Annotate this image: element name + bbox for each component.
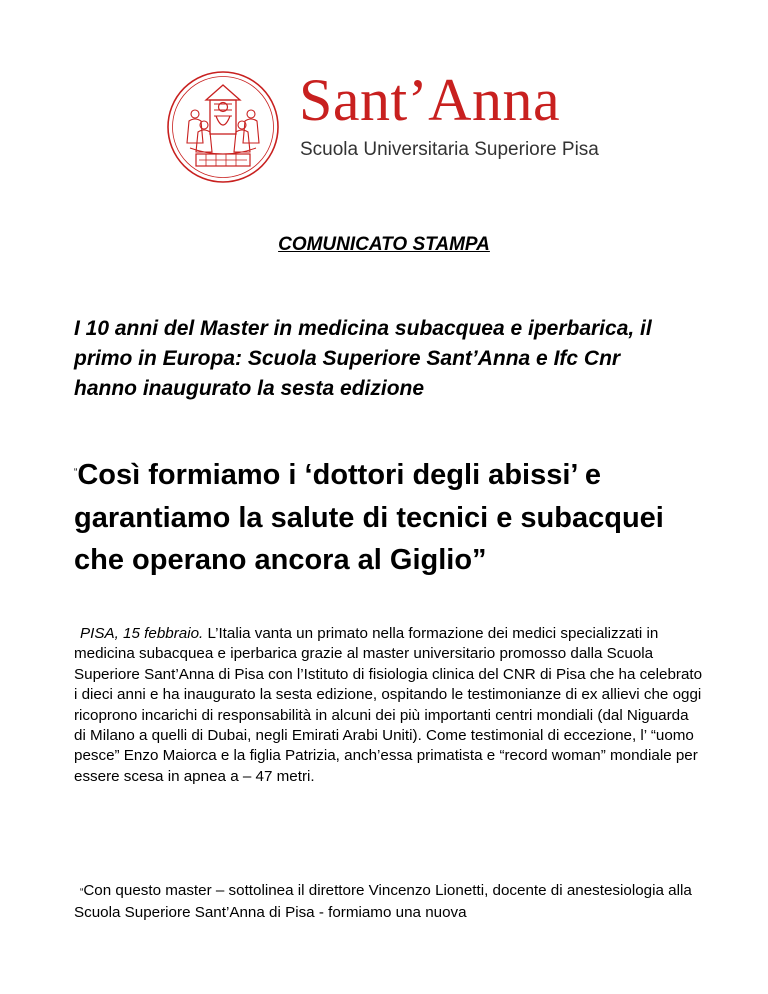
- body-paragraph-2: [74, 881, 704, 924]
- quote-open-mark: “: [74, 467, 78, 478]
- brand-subtitle: Scuola Universitaria Superiore Pisa: [300, 139, 599, 160]
- press-release-label: COMUNICATO STAMPA: [278, 234, 490, 255]
- paragraph-2-open-mark: “: [80, 887, 84, 898]
- body-paragraph-1: [74, 624, 704, 787]
- paragraph-1-text: L’Italia vanta un primato nella formazione dei medici specializzati in medicina subacquea e iperbarica grazie al master universitario promosso dalla Scuola Superiore Sant’Anna di Pisa con l’Istituto di fisiologia clinica del CNR di Pisa che ha celebrato i dieci anni e ha inaugurato la sesta edizione, ospitando le testimonianze di ex allievi che oggi ricoprono incarichi di responsabilità in alcuni dei più importanti centri mondiali (dal Niguarda di Milano a quelli di Dubai, negli Emirati Arabi Uniti). Come testimonial di eccezione, l’ “uomo pesce” Enzo Maiorca e la figlia Patrizia, anch’essa primatista e “record woman” mondiale per essere scesa in apnea a – 47 metri.: [74, 625, 703, 785]
- quote-headline: [74, 452, 714, 582]
- paragraph-2-text: Con questo master – sottolinea il direttore Vincenzo Lionetti, docente di anestesiologia alla Scuola Superiore Sant’Anna di Pisa - formiamo una nuova: [74, 882, 692, 922]
- headline: I 10 anni del Master in medicina subacquea e iperbarica, il primo in Europa: Scuola Superiore Sant’Anna e Ifc Cnr hanno inaugurato la sesta edizione: [74, 317, 652, 400]
- brand-name: Sant’Anna: [299, 67, 561, 133]
- university-seal-logo: [166, 70, 280, 184]
- quote-headline-text: Così formiamo i ‘dottori degli abissi’ e garantiamo la salute di tecnici e subacquei che operano ancora al Giglio”: [74, 459, 664, 576]
- dateline: PISA, 15 febbraio.: [80, 625, 204, 642]
